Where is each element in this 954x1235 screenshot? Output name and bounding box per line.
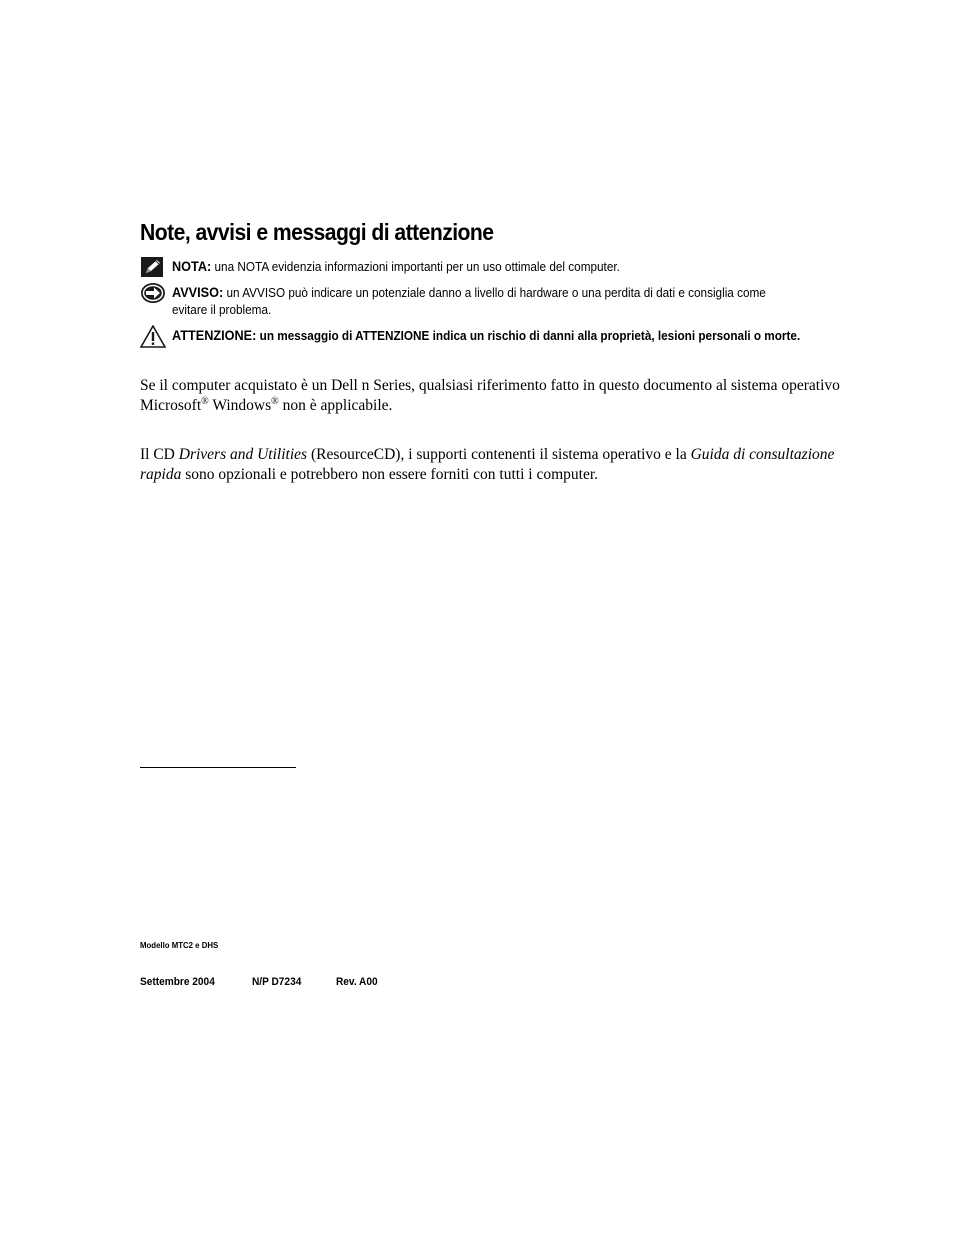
notice-body-line2: evitare il problema. [172, 303, 272, 317]
caution-label: ATTENZIONE: [172, 328, 257, 343]
footer-date: Settembre 2004 [140, 976, 215, 988]
paragraph-dell-n-series [140, 376, 840, 415]
paragraph2-text-c: sono opzionali e potrebbero non essere forniti con tutti i computer. [181, 465, 599, 483]
notice-text [172, 284, 783, 319]
paragraph2-italic-title-a: Drivers and Utilities [178, 446, 308, 463]
note-pencil-icon [140, 256, 166, 280]
paragraph1-text-c: non è applicabile. [278, 396, 393, 414]
note-label: NOTA: [172, 259, 212, 274]
footer-revision: Rev. A00 [336, 976, 378, 988]
paragraph2-italic-title-b: Guida di consultazione rapida [140, 446, 835, 483]
footer-part-number: N/P D7234 [252, 976, 302, 988]
registered-mark: ® [271, 395, 279, 407]
page-title: Note, avvisi e messaggi di attenzione [140, 219, 494, 245]
caution-text [172, 327, 830, 345]
footnote-divider [140, 767, 296, 768]
paragraph1-text-b: Windows [208, 396, 272, 414]
note-text [172, 258, 783, 276]
paragraph1-text-a: Se il computer acquistato è un Dell n Series, qualsiasi riferimento fatto in questo documento al sistema operativo Microsoft [140, 377, 840, 414]
notice-body: un AVVISO può indicare un potenziale danno a livello di hardware o una perdita di dati e consiglia come [226, 286, 766, 300]
notice-arrow-icon [140, 282, 166, 306]
paragraph2-text-a: Il CD [140, 446, 179, 463]
notice-label: AVVISO: [172, 285, 224, 300]
note-body: una NOTA evidenzia informazioni importanti per un uso ottimale del computer. [214, 260, 620, 274]
registered-mark: ® [201, 395, 209, 407]
caution-triangle-icon [140, 325, 166, 349]
model-info: Modello MTC2 e DHS [140, 940, 219, 950]
caution-body: un messaggio di ATTENZIONE indica un rischio di danni alla proprietà, lesioni personali o morte. [259, 329, 801, 343]
paragraph2-text-b: (ResourceCD), i supporti contenenti il sistema operativo e la [307, 446, 691, 463]
paragraph-optional-media [140, 445, 840, 484]
